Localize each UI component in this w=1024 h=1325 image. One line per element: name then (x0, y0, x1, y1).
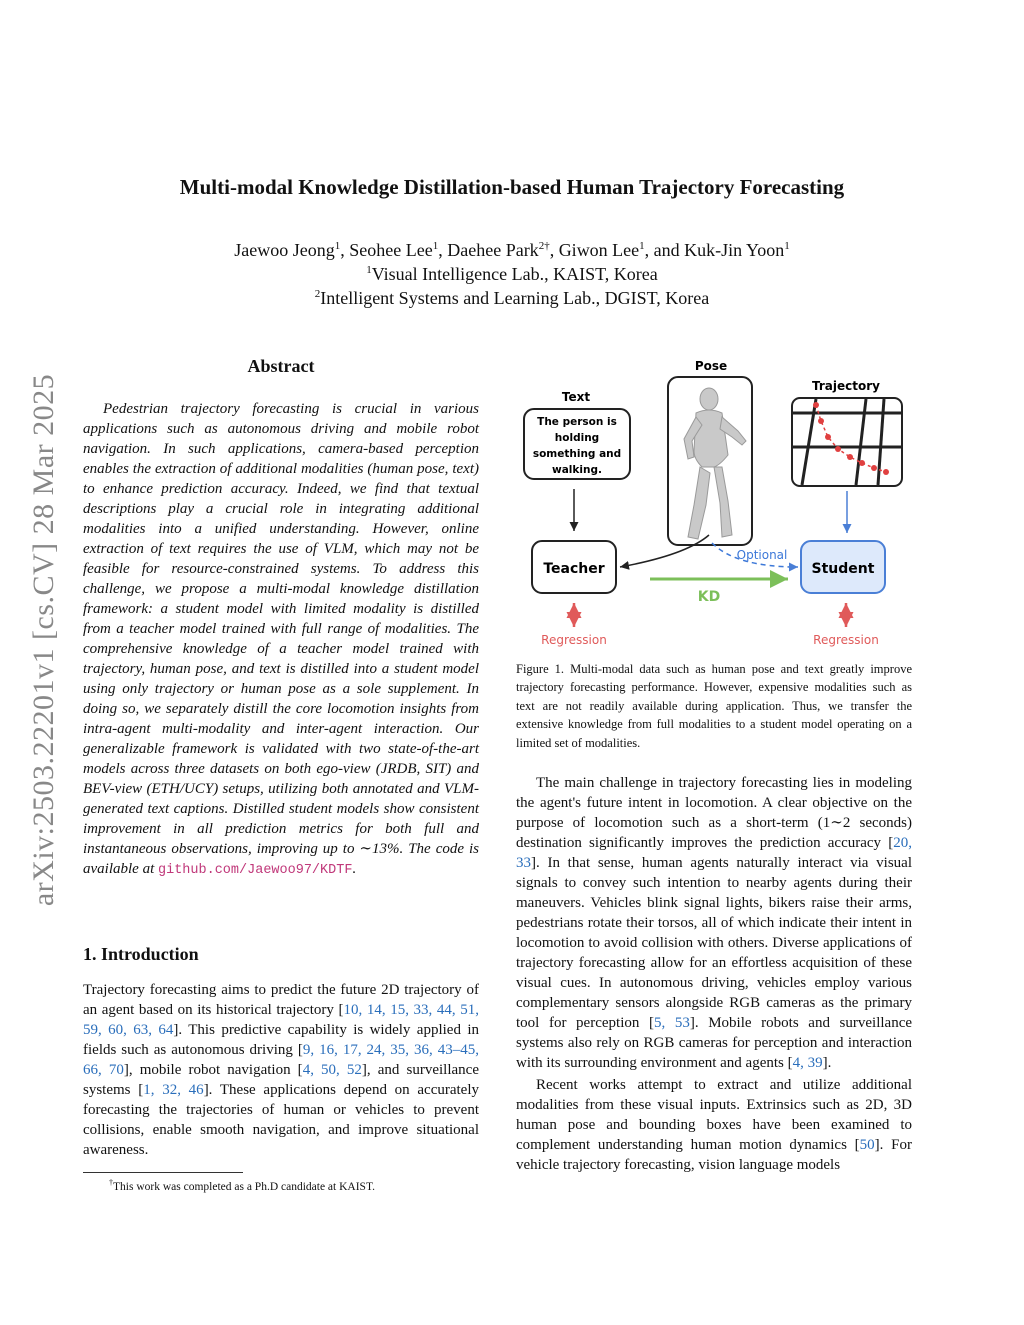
text-box-line: holding (554, 432, 600, 444)
body-paragraph: Recent works attempt to extract and utilize additional modalities from these visual inputs. Extrinsics such as 2D, 3D human pose and bounding boxes have been examined to complement understanding human motion dynamics [50]. For vehicle trajectory forecasting, vision language models (516, 1077, 912, 1173)
arxiv-stamp: arXiv:2503.22201v1 [cs.CV] 28 Mar 2025 (27, 373, 60, 907)
citation-link[interactable]: 10, 14, 15, 33, 44, 51, 59, 60, 63, 64 (83, 1002, 480, 1038)
citation-link[interactable]: 9, 16, 17, 24, 35, 36, 43–45, 66, 70 (83, 1042, 479, 1078)
citation-link[interactable]: 4, 39 (792, 1055, 823, 1071)
paper-title: Multi-modal Knowledge Distillation-based Human Trajectory Forecasting (179, 175, 845, 199)
text-box-line: walking. (552, 464, 602, 476)
citation-link[interactable]: 4, 50, 52 (302, 1062, 362, 1078)
author-name: Jaewoo Jeong (234, 240, 335, 260)
kd-label: KD (697, 589, 721, 605)
citation-link[interactable]: 1, 32, 46 (143, 1082, 204, 1098)
code-link[interactable]: github.com/Jaewoo97/KDTF (158, 863, 353, 878)
abstract-heading: Abstract (247, 356, 315, 376)
author-list: Jaewoo Jeong$^1$, Seohee Lee$^1$, Daehee Park$^{2\dagger}$, Giwon Lee$^1$, and Kuk-Jin Yoon$^1$ (234, 240, 790, 260)
citation-link[interactable]: 20, 33 (516, 835, 912, 871)
student-label: Student (811, 561, 875, 577)
teacher-label: Teacher (543, 561, 605, 577)
body-paragraph: The main challenge in trajectory forecasting lies in modeling the agent's future intent in locomotion. A clear objective on the purpose of locomotion such as a short-term (1∼2 seconds) destination significantly improves the prediction accuracy [20, 33]. In that sense, human agents naturally interact via visual signals to convey such intention to nearby agents during their maneuvers. Vehicles blink signal lights, bikers raise their arms, pedestrians rotate their torsos, all of which indicate their intent in locomotion to avoid collision with others. Diverse applications of trajectory forecasting allow for an effortless acquisition of these visual cues. In autonomous driving, vehicles employ various complementary sensors alongside RGB cameras as the primary tool for perception [5, 53]. Mobile robots and surveillance systems also rely on RGB cameras for perception and interaction with its surrounding environment and agents [4, 39]. (516, 775, 913, 1071)
citation-link[interactable]: 5, 53 (653, 1015, 690, 1031)
text-box-line: The person is (537, 416, 617, 428)
affiliation-2: $^2$Intelligent Systems and Learning Lab., DGIST, Korea (314, 288, 710, 308)
abstract-body: Pedestrian trajectory forecasting is crucial in various applications such as autonomous driving and mobile robot navigation. In such applications, camera-based perception enables the extraction of additional modalities (human pose, text) to enhance prediction accuracy. Indeed, we find that textual descriptions play a crucial role in integrating additional modalities into a unified understanding. However, online extraction of text requires the use of VLM, which may not be feasible for resource-constrained systems. To address this challenge, we propose a multi-modal knowledge distillation framework: a student model with limited modality is distilled from a teacher model trained with full range of modalities. The comprehensive knowledge of a teacher model trained with trajectory, human pose, and text is distilled into a student model using only trajectory or human pose as a sole supplement. In doing so, we separately distill the core locomotion insights from intra-agent multi-modality and inter-agent interaction. Our generalizable framework is validated with two state-of-the-art models across three datasets on both ego-view (JRDB, SIT) and BEV-view (ETH/UCY) setups, utilizing both annotated and VLM-generated text captions. Distilled student models show consistent improvement in all prediction metrics for both full and instantaneous observations, improving up to ∼13%. The code is available at github.com/Jaewoo97/KDTF. (83, 401, 479, 878)
footnote: †This work was completed as a Ph.D candidate at KAIST. (109, 1178, 375, 1193)
author-name: Daehee Park (447, 240, 539, 260)
author-name: Seohee Lee (349, 240, 433, 260)
optional-label: Optional (736, 548, 788, 562)
text-box-line: something and (532, 448, 622, 460)
regression-label-left: Regression (541, 633, 607, 647)
pose-label: Pose (694, 359, 728, 373)
body-right-column (516, 773, 912, 1177)
citation-link[interactable]: 50 (859, 1137, 875, 1153)
regression-label-right: Regression (813, 633, 879, 647)
figure-1-diagram (516, 355, 916, 655)
author-name: Kuk-Jin Yoon (684, 240, 785, 260)
author-name: Giwon Lee (558, 240, 640, 260)
intro-paragraph: Trajectory forecasting aims to predict the future 2D trajectory of an agent based on its historical trajectory [10, 14, 15, 33, 44, 51, 59, 60, 63, 64]. This predictive capability is widely applied in fields such as autonomous driving [9, 16, 17, 24, 35, 36, 43–45, 66, 70], mobile robot navigation [4, 50, 52], and surveillance systems [1, 32, 46]. These applications depend on accurately forecasting the trajectories of human or vehicles to prevent collisions, enable smooth navigation, and improve situational awareness. (83, 982, 480, 1158)
text-label: Text (561, 390, 591, 404)
abstract-text: Pedestrian trajectory forecasting is crucial in various applications such as autonomous driving and mobile robot navigation. In such applications, camera-based perception enables the extraction of additional modalities (human pose, text) to enhance prediction accuracy. Indeed, we find that textual descriptions play a crucial role in integrating additional modalities into a unified understanding. However, online extraction of text requires the use of VLM, which may not be feasible for resource-constrained systems. To address this challenge, we propose a multi-modal knowledge distillation framework: a student model with limited modality is distilled from a teacher model trained with full range of modalities. The comprehensive knowledge of a teacher model trained with trajectory, human pose, and text is distilled into a student model using only trajectory or human pose as a sole supplement. In doing so, we separately distill the core locomotion insights from intra-agent multi-modality and inter-agent interaction. Our generalizable framework is validated with two state-of-the-art models across three datasets on both ego-view (JRDB, SIT) and BEV-view (ETH/UCY) setups, utilizing both annotated and VLM-generated text captions. Distilled student models show consistent improvement in all prediction metrics for both full and instantaneous observations, improving up to ∼13%. The code is available at (83, 401, 479, 877)
section-heading-introduction: 1. Introduction (83, 944, 199, 964)
footnote-rule (83, 1172, 243, 1173)
figure-caption: Figure 1. Multi-modal data such as human pose and text greatly improve trajectory forecasting performance. However, expensive modalities such as text are not readily available during application. Thus, we transfer the extensive knowledge from full modalities to a student model operating on a limited set of modalities. (516, 662, 912, 750)
affiliation-1: $^1$Visual Intelligence Lab., KAIST, Korea (366, 264, 658, 284)
trajectory-label: Trajectory (812, 379, 880, 393)
